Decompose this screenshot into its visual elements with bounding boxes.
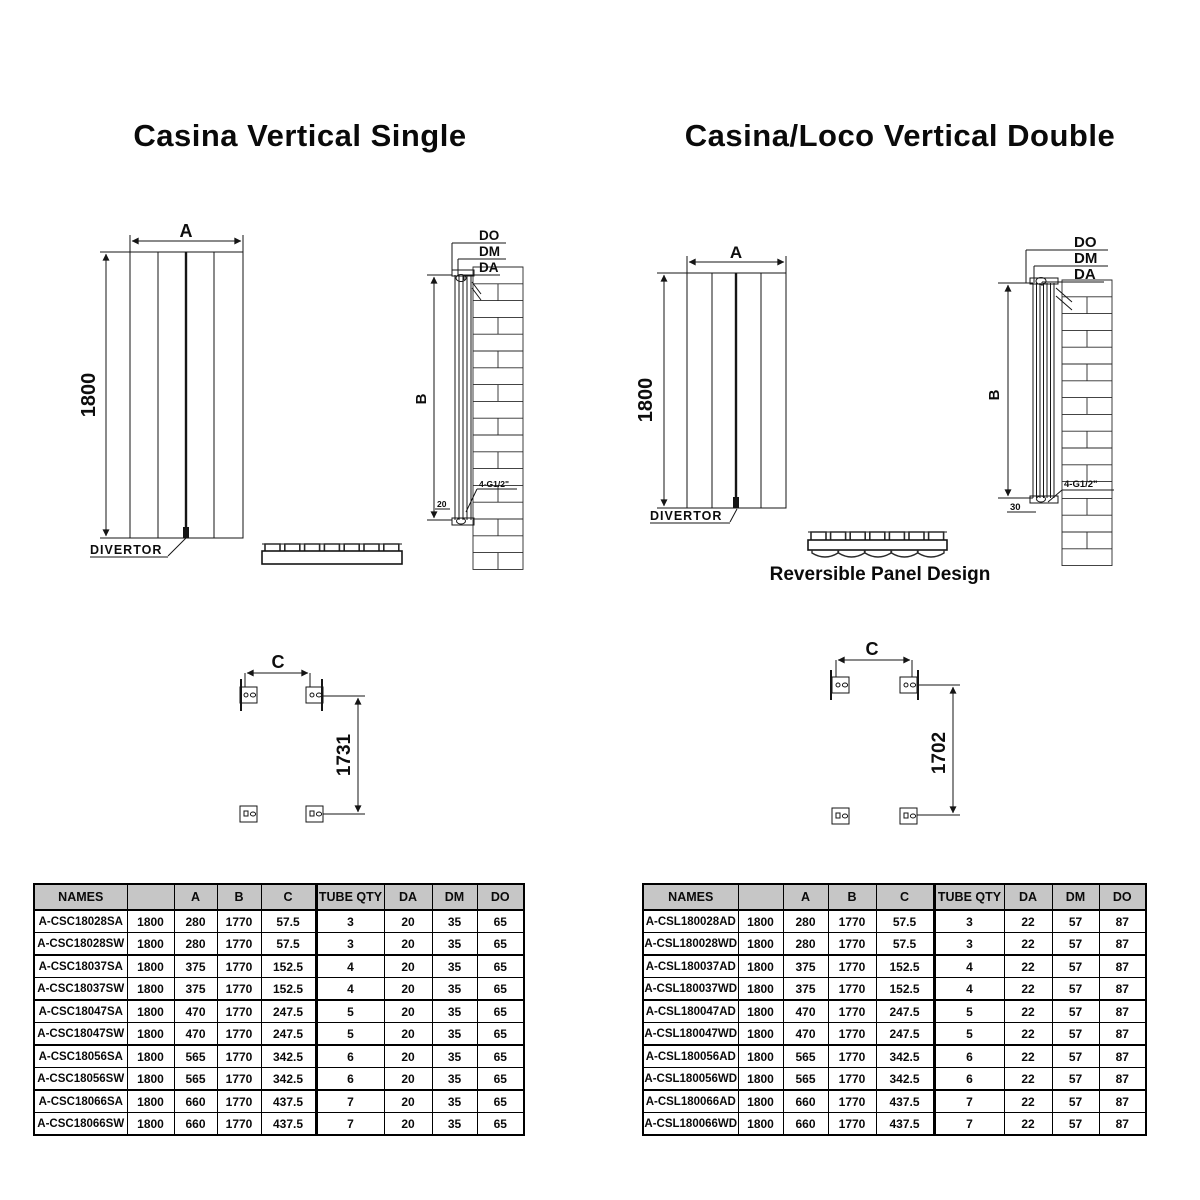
table-cell: 470	[783, 1023, 828, 1046]
table-cell: 1800	[738, 1023, 783, 1046]
column-header: DO	[1099, 884, 1146, 910]
wall-bricks	[1062, 280, 1112, 566]
table-cell: 3	[316, 933, 384, 956]
table-cell: 57.5	[876, 933, 934, 956]
table-cell: 20	[384, 1045, 432, 1068]
table-cell: 57	[1052, 1000, 1099, 1023]
table-cell: 20	[384, 1068, 432, 1091]
table-cell: 1800	[738, 955, 783, 978]
spec-table-double	[642, 883, 1147, 1136]
table-cell: 22	[1004, 933, 1052, 956]
table-cell: 1800	[127, 1113, 174, 1136]
table-cell: 152.5	[876, 978, 934, 1001]
table-cell: 375	[783, 978, 828, 1001]
column-header: NAMES	[34, 884, 127, 910]
dim-dm: DM	[1074, 250, 1098, 267]
table-cell: 470	[174, 1000, 217, 1023]
table-cell: 65	[477, 1090, 524, 1113]
table-row	[643, 1023, 1146, 1046]
table-cell: 1800	[738, 910, 783, 933]
table-cell: 22	[1004, 1045, 1052, 1068]
table-row	[643, 1045, 1146, 1068]
column-header: TUBE QTY	[316, 884, 384, 910]
table-cell: 65	[477, 1068, 524, 1091]
table-cell: 280	[174, 933, 217, 956]
table-row	[643, 910, 1146, 933]
table-cell: 1770	[217, 1023, 261, 1046]
table-row	[34, 955, 524, 978]
table-cell: 35	[432, 978, 477, 1001]
table-cell: 1770	[828, 978, 876, 1001]
table-cell: 1770	[828, 1090, 876, 1113]
table-cell: 57	[1052, 1045, 1099, 1068]
valve-label: 4-G1/2"	[1064, 479, 1098, 490]
dim-wall-offset: 20	[437, 499, 447, 509]
table-cell: 65	[477, 1113, 524, 1136]
table-cell: 3	[934, 910, 1004, 933]
table-cell: A-CSC18028SW	[34, 933, 127, 956]
table-cell: 342.5	[261, 1068, 316, 1091]
table-cell: 565	[174, 1068, 217, 1091]
table-cell: 20	[384, 1023, 432, 1046]
table-cell: A-CSL180056AD	[643, 1045, 738, 1068]
table-cell: 1770	[217, 978, 261, 1001]
table-cell: 280	[783, 910, 828, 933]
table-cell: 7	[316, 1090, 384, 1113]
table-cell: 20	[384, 978, 432, 1001]
table-cell: 660	[783, 1090, 828, 1113]
table-cell: 6	[934, 1045, 1004, 1068]
table-row	[643, 1090, 1146, 1113]
table-cell: 65	[477, 1045, 524, 1068]
table-row	[34, 910, 524, 933]
table-cell: 87	[1099, 978, 1146, 1001]
table-cell: 5	[934, 1023, 1004, 1046]
dim-c: C	[271, 652, 285, 672]
table-cell: 660	[174, 1090, 217, 1113]
column-header: DM	[432, 884, 477, 910]
table-cell: 375	[174, 978, 217, 1001]
column-header: B	[828, 884, 876, 910]
table-row	[34, 978, 524, 1001]
table-cell: 65	[477, 1000, 524, 1023]
table-cell: 22	[1004, 1113, 1052, 1136]
title-double: Casina/Loco Vertical Double	[684, 118, 1116, 153]
table-cell: 247.5	[261, 1000, 316, 1023]
table-cell: 1770	[828, 1045, 876, 1068]
table-cell: 22	[1004, 1090, 1052, 1113]
table-cell: 1800	[738, 1045, 783, 1068]
table-cell: 65	[477, 910, 524, 933]
table-cell: A-CSC18037SA	[34, 955, 127, 978]
table-cell: 1770	[828, 910, 876, 933]
table-cell: 437.5	[876, 1113, 934, 1136]
table-cell: A-CSC18056SA	[34, 1045, 127, 1068]
table-cell: 565	[783, 1045, 828, 1068]
header-row	[34, 884, 524, 910]
table-cell: 5	[316, 1023, 384, 1046]
table-cell: 1770	[828, 1000, 876, 1023]
table-cell: 35	[432, 1090, 477, 1113]
table-cell: 87	[1099, 1045, 1146, 1068]
table-cell: 1770	[217, 1068, 261, 1091]
table-cell: 7	[934, 1113, 1004, 1136]
table-cell: 342.5	[876, 1045, 934, 1068]
column-header: B	[217, 884, 261, 910]
table-cell: A-CSL180066AD	[643, 1090, 738, 1113]
table-cell: 152.5	[876, 955, 934, 978]
drawing-double	[600, 190, 1200, 880]
valve-label: 4-G1/2"	[479, 479, 510, 489]
dim-da: DA	[1074, 266, 1096, 283]
table-cell: 22	[1004, 1023, 1052, 1046]
table-cell: 65	[477, 955, 524, 978]
table-cell: 470	[783, 1000, 828, 1023]
table-cell: 565	[174, 1045, 217, 1068]
table-cell: 375	[783, 955, 828, 978]
dim-da: DA	[479, 260, 499, 275]
table-cell: A-CSL180037WD	[643, 978, 738, 1001]
table-cell: 437.5	[876, 1090, 934, 1113]
table-cell: 660	[783, 1113, 828, 1136]
table-cell: A-CSL180047AD	[643, 1000, 738, 1023]
table-cell: 1770	[828, 1023, 876, 1046]
table-cell: A-CSC18056SW	[34, 1068, 127, 1091]
table-cell: 22	[1004, 910, 1052, 933]
table-row	[643, 1068, 1146, 1091]
table-cell: 247.5	[261, 1023, 316, 1046]
table-cell: 1770	[217, 1090, 261, 1113]
table-cell: 1770	[828, 955, 876, 978]
dim-do: DO	[479, 228, 500, 243]
table-cell: 57	[1052, 1068, 1099, 1091]
table-cell: 20	[384, 1000, 432, 1023]
table-cell: 1800	[738, 933, 783, 956]
table-cell: 20	[384, 933, 432, 956]
table-cell: A-CSC18047SA	[34, 1000, 127, 1023]
table-cell: 1800	[127, 1023, 174, 1046]
table-cell: 6	[316, 1068, 384, 1091]
table-cell: 22	[1004, 978, 1052, 1001]
table-cell: 1800	[127, 933, 174, 956]
column-header: DM	[1052, 884, 1099, 910]
table-cell: 4	[934, 955, 1004, 978]
dim-1702: 1702	[929, 731, 950, 775]
table-cell: 1770	[828, 933, 876, 956]
dim-1731: 1731	[334, 733, 355, 777]
column-header: C	[876, 884, 934, 910]
table-cell: A-CSL180028AD	[643, 910, 738, 933]
table-cell: 1800	[127, 1068, 174, 1091]
table-cell: 1770	[217, 1113, 261, 1136]
table-cell: 4	[934, 978, 1004, 1001]
table-cell: 3	[316, 910, 384, 933]
table-cell: 35	[432, 1000, 477, 1023]
divertor-label: DIVERTOR	[650, 509, 723, 523]
title-single: Casina Vertical Single	[133, 118, 467, 153]
table-cell: 57.5	[261, 910, 316, 933]
table-cell: 35	[432, 1113, 477, 1136]
table-row	[34, 1000, 524, 1023]
table-cell: 6	[316, 1045, 384, 1068]
table-cell: 437.5	[261, 1090, 316, 1113]
column-header	[738, 884, 783, 910]
table-cell: 1770	[217, 1045, 261, 1068]
dim-b: B	[986, 389, 1003, 401]
column-header: TUBE QTY	[934, 884, 1004, 910]
dim-b: B	[413, 393, 430, 405]
table-cell: A-CSL180066WD	[643, 1113, 738, 1136]
reversible-panel-note: Reversible Panel Design	[769, 564, 991, 585]
table-row	[643, 955, 1146, 978]
table-cell: 342.5	[876, 1068, 934, 1091]
table-cell: 280	[783, 933, 828, 956]
table-row	[643, 933, 1146, 956]
table-cell: 1800	[738, 1068, 783, 1091]
table-cell: 1770	[217, 955, 261, 978]
table-cell: 57.5	[876, 910, 934, 933]
table-cell: 5	[934, 1000, 1004, 1023]
table-cell: 1800	[127, 1000, 174, 1023]
table-cell: 22	[1004, 955, 1052, 978]
table-cell: 1800	[738, 978, 783, 1001]
table-cell: 35	[432, 910, 477, 933]
table-cell: 1770	[217, 910, 261, 933]
column-header: DO	[477, 884, 524, 910]
table-cell: A-CSC18037SW	[34, 978, 127, 1001]
table-cell: 35	[432, 933, 477, 956]
table-cell: 57.5	[261, 933, 316, 956]
table-cell: 280	[174, 910, 217, 933]
column-header: C	[261, 884, 316, 910]
header-row	[643, 884, 1146, 910]
table-cell: 20	[384, 955, 432, 978]
table-cell: 1800	[738, 1113, 783, 1136]
table-cell: 152.5	[261, 978, 316, 1001]
front-view	[78, 221, 243, 557]
divertor-fitting	[183, 527, 189, 538]
table-cell: 7	[316, 1113, 384, 1136]
table-row	[643, 1000, 1146, 1023]
column-header	[127, 884, 174, 910]
table-row	[34, 933, 524, 956]
table-cell: 247.5	[876, 1023, 934, 1046]
table-cell: 57	[1052, 978, 1099, 1001]
column-header: A	[783, 884, 828, 910]
table-cell: A-CSL180047WD	[643, 1023, 738, 1046]
table-cell: A-CSC18028SA	[34, 910, 127, 933]
column-header: NAMES	[643, 884, 738, 910]
panel-tabs	[811, 532, 944, 540]
table-cell: 65	[477, 978, 524, 1001]
dim-do: DO	[1074, 234, 1097, 251]
divertor-fitting	[733, 497, 739, 508]
table-cell: A-CSC18047SW	[34, 1023, 127, 1046]
table-cell: 35	[432, 1023, 477, 1046]
dim-1800: 1800	[78, 372, 100, 418]
table-cell: 437.5	[261, 1113, 316, 1136]
panel-tabs	[265, 544, 399, 551]
dim-dm: DM	[479, 244, 500, 259]
table-row	[34, 1090, 524, 1113]
top-view	[808, 532, 947, 557]
table-cell: 57	[1052, 1113, 1099, 1136]
dim-1800: 1800	[635, 377, 657, 423]
table-cell: 470	[174, 1023, 217, 1046]
table-cell: 35	[432, 1068, 477, 1091]
table-cell: 1800	[127, 955, 174, 978]
table-cell: 1800	[738, 1000, 783, 1023]
top-view	[262, 544, 402, 564]
table-cell: 57	[1052, 1023, 1099, 1046]
dim-wall-offset: 30	[1010, 502, 1021, 513]
table-row	[34, 1023, 524, 1046]
table-cell: 6	[934, 1068, 1004, 1091]
panel-arcs	[812, 550, 944, 557]
table-cell: 375	[174, 955, 217, 978]
table-cell: 1770	[828, 1113, 876, 1136]
column-header: DA	[384, 884, 432, 910]
table-cell: A-CSL180028WD	[643, 933, 738, 956]
table-cell: 65	[477, 1023, 524, 1046]
table-cell: 35	[432, 1045, 477, 1068]
table-cell: 152.5	[261, 955, 316, 978]
table-cell: 87	[1099, 1023, 1146, 1046]
table-cell: 57	[1052, 955, 1099, 978]
table-cell: 22	[1004, 1000, 1052, 1023]
bracket-layout	[831, 639, 960, 824]
table-row	[643, 1113, 1146, 1136]
table-cell: 20	[384, 910, 432, 933]
table-cell: 1800	[738, 1090, 783, 1113]
table-cell: 247.5	[876, 1000, 934, 1023]
table-cell: 65	[477, 933, 524, 956]
table-row	[34, 1045, 524, 1068]
table-cell: 660	[174, 1113, 217, 1136]
wall-bricks	[473, 267, 523, 569]
dim-a: A	[729, 243, 743, 262]
dim-a: A	[179, 221, 193, 241]
table-cell: 1770	[217, 933, 261, 956]
table-cell: 1800	[127, 910, 174, 933]
table-row	[34, 1113, 524, 1136]
table-cell: 87	[1099, 910, 1146, 933]
table-cell: A-CSL180037AD	[643, 955, 738, 978]
side-view	[413, 228, 523, 569]
spec-table-single	[33, 883, 525, 1136]
table-cell: 1800	[127, 1045, 174, 1068]
column-header: DA	[1004, 884, 1052, 910]
table-cell: 4	[316, 955, 384, 978]
dim-c: C	[865, 639, 879, 659]
table-cell: A-CSC18066SW	[34, 1113, 127, 1136]
table-cell: 22	[1004, 1068, 1052, 1091]
table-cell: A-CSC18066SA	[34, 1090, 127, 1113]
table-cell: 1770	[828, 1068, 876, 1091]
table-cell: 20	[384, 1113, 432, 1136]
table-cell: 87	[1099, 933, 1146, 956]
table-row	[34, 1068, 524, 1091]
table-row	[643, 978, 1146, 1001]
table-cell: 1800	[127, 1090, 174, 1113]
table-cell: 7	[934, 1090, 1004, 1113]
side-view	[986, 234, 1114, 566]
divertor-label: DIVERTOR	[90, 543, 163, 557]
table-cell: 1800	[127, 978, 174, 1001]
table-cell: A-CSL180056WD	[643, 1068, 738, 1091]
table-cell: 565	[783, 1068, 828, 1091]
drawing-single	[0, 190, 600, 880]
table-cell: 57	[1052, 910, 1099, 933]
table-cell: 87	[1099, 1000, 1146, 1023]
column-header: A	[174, 884, 217, 910]
table-cell: 342.5	[261, 1045, 316, 1068]
table-cell: 57	[1052, 933, 1099, 956]
table-cell: 20	[384, 1090, 432, 1113]
table-cell: 5	[316, 1000, 384, 1023]
table-cell: 57	[1052, 1090, 1099, 1113]
table-cell: 3	[934, 933, 1004, 956]
bracket-layout	[240, 652, 365, 822]
table-cell: 87	[1099, 955, 1146, 978]
table-cell: 1770	[217, 1000, 261, 1023]
table-cell: 87	[1099, 1068, 1146, 1091]
table-cell: 87	[1099, 1113, 1146, 1136]
front-view	[635, 243, 786, 523]
table-cell: 35	[432, 955, 477, 978]
table-cell: 4	[316, 978, 384, 1001]
table-cell: 87	[1099, 1090, 1146, 1113]
